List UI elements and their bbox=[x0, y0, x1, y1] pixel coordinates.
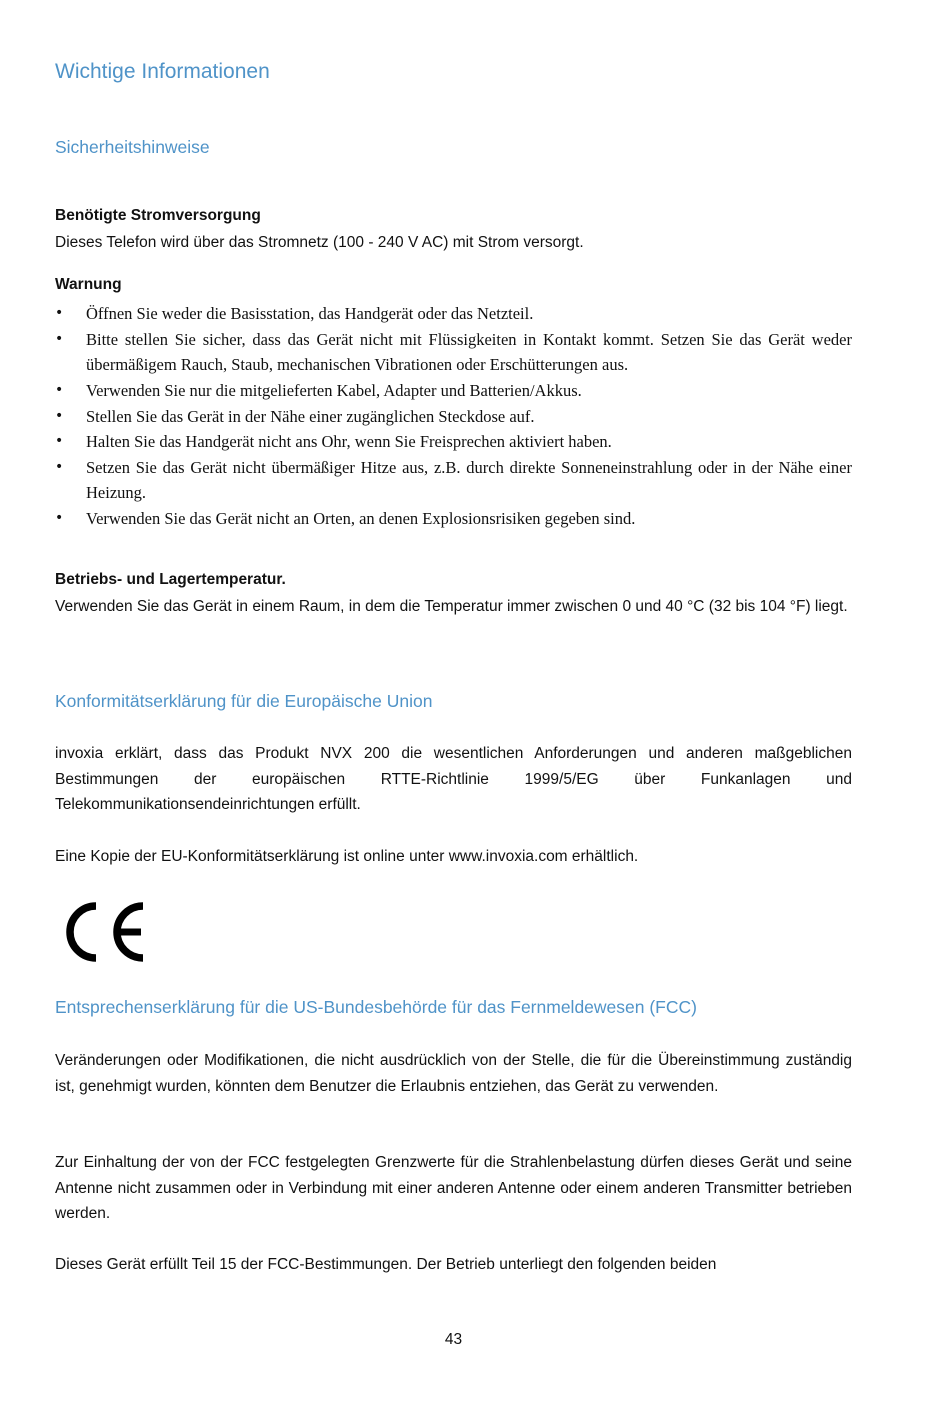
warning-item: • Verwenden Sie das Gerät nicht an Orten, an denen Explosionsrisiken gegeben sind. bbox=[55, 506, 852, 531]
warning-item: • Setzen Sie das Gerät nicht übermäßiger Hitze aus, z.B. durch direkte Sonneneinstrahlung oder in der Nähe einer Heizung. bbox=[55, 455, 852, 505]
temperature-text: Verwenden Sie das Gerät in einem Raum, in dem die Temperatur immer zwischen 0 und 40 °C (32 bis 104 °F) liegt. bbox=[55, 598, 848, 615]
fcc-modifications-text: Veränderungen oder Modifikationen, die nicht ausdrücklich von der Stelle, die für die Übereinstimmung zuständig ist, genehmigt wurden, könnten dem Benutzer die Erlaubnis entziehen, das Gerät zu verwenden. bbox=[55, 1052, 852, 1095]
fcc-part15-text: Dieses Gerät erfüllt Teil 15 der FCC-Bestimmungen. Der Betrieb unterliegt den folgenden beiden bbox=[55, 1256, 717, 1273]
ce-mark-icon bbox=[63, 900, 147, 964]
warning-item: • Bitte stellen Sie sicher, dass das Gerät nicht mit Flüssigkeiten in Kontakt kommt. Setzen Sie das Gerät weder übermäßigem Rauch, Staub, mechanischen Vibrationen oder Erschütterungen aus. bbox=[55, 327, 852, 377]
eu-copy-text: Eine Kopie der EU-Konformitätserklärung ist online unter www.invoxia.com erhältlich. bbox=[55, 848, 639, 865]
warning-heading: Warnung bbox=[55, 276, 122, 293]
warning-item: • Stellen Sie das Gerät in der Nähe einer zugänglichen Steckdose auf. bbox=[55, 404, 852, 429]
page-title: Wichtige Informationen bbox=[55, 60, 270, 83]
fcc-heading: Entsprechenserklärung für die US-Bundesbehörde für das Fernmeldewesen (FCC) bbox=[55, 997, 697, 1017]
power-text: Dieses Telefon wird über das Stromnetz (100 - 240 V AC) mit Strom versorgt. bbox=[55, 234, 584, 251]
page-number: 43 bbox=[444, 1331, 463, 1348]
power-heading: Benötigte Stromversorgung bbox=[55, 207, 261, 224]
warning-list bbox=[55, 301, 852, 532]
fcc-exposure-text: Zur Einhaltung der von der FCC festgelegten Grenzwerte für die Strahlenbelastung dürfen dieses Gerät und seine Antenne nicht zusammen oder in Verbindung mit einer anderen Antenne oder einem anderen Transmitter betrieben werden. bbox=[55, 1154, 852, 1222]
warning-item: • Verwenden Sie nur die mitgelieferten Kabel, Adapter und Batterien/Akkus. bbox=[55, 378, 852, 403]
safety-heading: Sicherheitshinweise bbox=[55, 137, 210, 157]
warning-item: • Öffnen Sie weder die Basisstation, das Handgerät oder das Netzteil. bbox=[55, 301, 852, 326]
temperature-heading: Betriebs- und Lagertemperatur. bbox=[55, 571, 286, 588]
warning-item: • Halten Sie das Handgerät nicht ans Ohr, wenn Sie Freisprechen aktiviert haben. bbox=[55, 429, 852, 454]
eu-heading: Konformitätserklärung für die Europäische Union bbox=[55, 691, 433, 711]
eu-declaration-text: invoxia erklärt, dass das Produkt NVX 200 die wesentlichen Anforderungen und anderen maßgeblichen Bestimmungen der europäischen RTTE-Richtlinie 1999/5/EG über Funkanlagen und Telekommunikationsendeinrichtungen erfüllt. bbox=[55, 745, 852, 813]
